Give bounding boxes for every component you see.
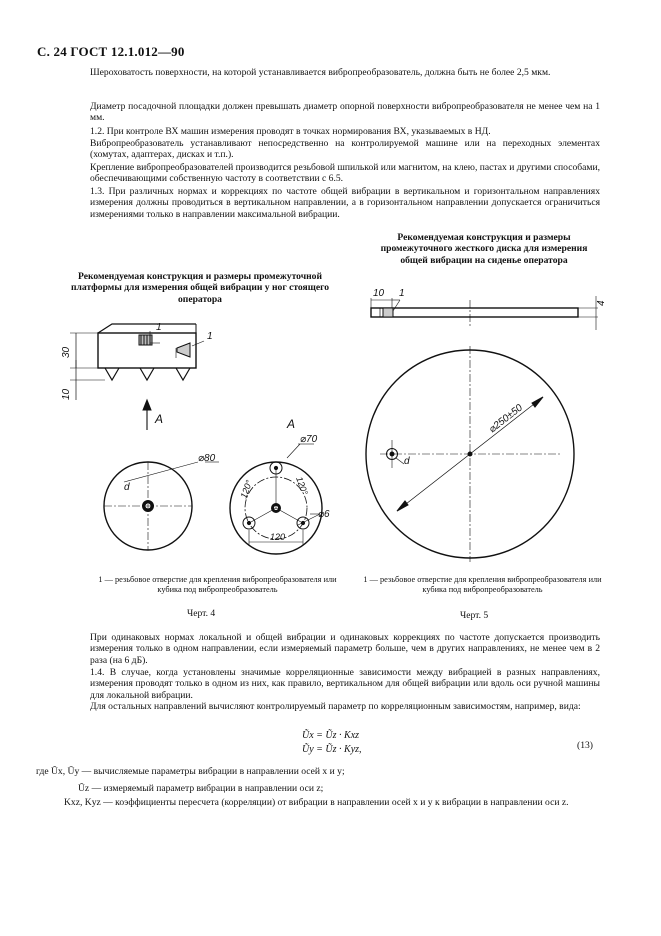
definition-2: Ũz — измеряемый параметр вибрации в направлении оси z;	[78, 783, 324, 794]
page-header: С. 24 ГОСТ 12.1.012—90	[37, 44, 185, 59]
paragraph: Крепление вибропреобразователей производится резьбовой шпилькой или магнитом, на клею, пастах и другими способами, обеспечивающими собственную частоту в соответствии с 6.5.	[90, 162, 600, 185]
dim-120a: 120°	[238, 478, 255, 500]
dim-d80: ⌀80	[198, 453, 216, 464]
paragraph: Для остальных направлений вычисляют контролируемый параметр по корреляционным зависимостям, например, вида:	[90, 701, 581, 712]
figure4-platform-side	[70, 324, 204, 430]
paragraph: Диаметр посадочной площадки должен превышать диаметр опорной поверхности вибропреобразователя не менее чем на 1 мм.	[90, 101, 600, 124]
paragraph: Вибропреобразователь устанавливают непосредственно на контролируемой машине или на переходных элементах (хомутах, адаптерах, дисках и т.п.).	[90, 138, 600, 161]
dim-4: 4	[596, 300, 607, 306]
view-A2: A	[287, 417, 296, 431]
callout-1b: 1	[207, 331, 213, 342]
view-A: A	[155, 412, 164, 426]
callout-1: 1	[156, 322, 162, 333]
callout-1c: 1	[399, 288, 405, 299]
dim-d250: ⌀250±50	[487, 402, 525, 436]
figure4-title: Рекомендуемая конструкция и размеры промежуточной платформы для измерения общей вибрации у ног стоящего оператора	[70, 271, 329, 305]
definition-3: Kxz, Kyz — коэффициенты пересчета (корреляции) от вибрации в направлении осей x и y к вибрации в направлении оси z.	[64, 797, 569, 808]
figure4-circle-left	[104, 462, 219, 550]
figure4-label: Черт. 4	[187, 608, 216, 619]
figure4-legend: 1 — резьбовое отверстие для крепления вибропреобразователя или кубика под вибропреобразователь	[98, 575, 337, 594]
paragraph: 1.4. В случае, когда установлены значимые корреляционные зависимости между вибрацией в разных направлениях, измерения проводят только в одном из них, как правило, вертикальном для общей вибрации или вдоль оси ручной машины для локальной вибрации.	[90, 667, 600, 701]
dim-d: d	[124, 482, 130, 493]
figure5-title: Рекомендуемая конструкция и размеры промежуточного жесткого диска для измерения общей вибрации на сиденье оператора	[380, 232, 588, 266]
figure5-legend: 1 — резьбовое отверстие для крепления вибропреобразователя или кубика под вибропреобразователь	[363, 575, 602, 594]
dim-120: 120	[270, 532, 286, 542]
dim-d6: ⌀6	[318, 509, 330, 520]
paragraph: Шероховатость поверхности, на которой устанавливается вибропреобразователь, должна быть не более 2,5 мкм.	[90, 67, 551, 78]
figure5-label: Черт. 5	[460, 610, 489, 621]
formula-line-1: Ũx = Ũz · Kxz	[302, 730, 360, 741]
dim-d2: d	[404, 456, 410, 467]
paragraph: 1.2. При контроле ВХ машин измерения проводят в точках нормирования ВХ, указываемых в НД.	[90, 126, 491, 137]
figure5-disk-side	[371, 296, 598, 330]
formula-line-2: Ũy = Ũz · Kyz,	[302, 744, 362, 755]
dim-120b: 120°	[294, 475, 310, 497]
formula-number: (13)	[577, 740, 593, 751]
paragraph: 1.3. При различных нормах и коррекциях по частоте общей вибрации в вертикальном и горизонтальном направлениях измерения должны проводиться в вертикальном направлении, а в горизонтальном направлении допускается ограничиться измерениями только в направлении максимальной вибрации.	[90, 186, 600, 220]
dim-10: 10	[61, 388, 72, 400]
dim-10b: 10	[373, 288, 385, 299]
figure5-disk-top	[366, 346, 574, 562]
dim-30: 30	[61, 346, 72, 358]
definition-1: где Ũx, Ũy — вычисляемые параметры вибрации в направлении осей x и y;	[36, 766, 345, 777]
paragraph: При одинаковых нормах локальной и общей вибрации и одинаковых коррекциях по частоте допускается производить измерения только в одном направлении, если измеряемый параметр больше, чем в других направлениях, не менее чем в 2 раза (на 6 дБ).	[90, 632, 600, 666]
dim-d70: ⌀70	[300, 434, 318, 445]
